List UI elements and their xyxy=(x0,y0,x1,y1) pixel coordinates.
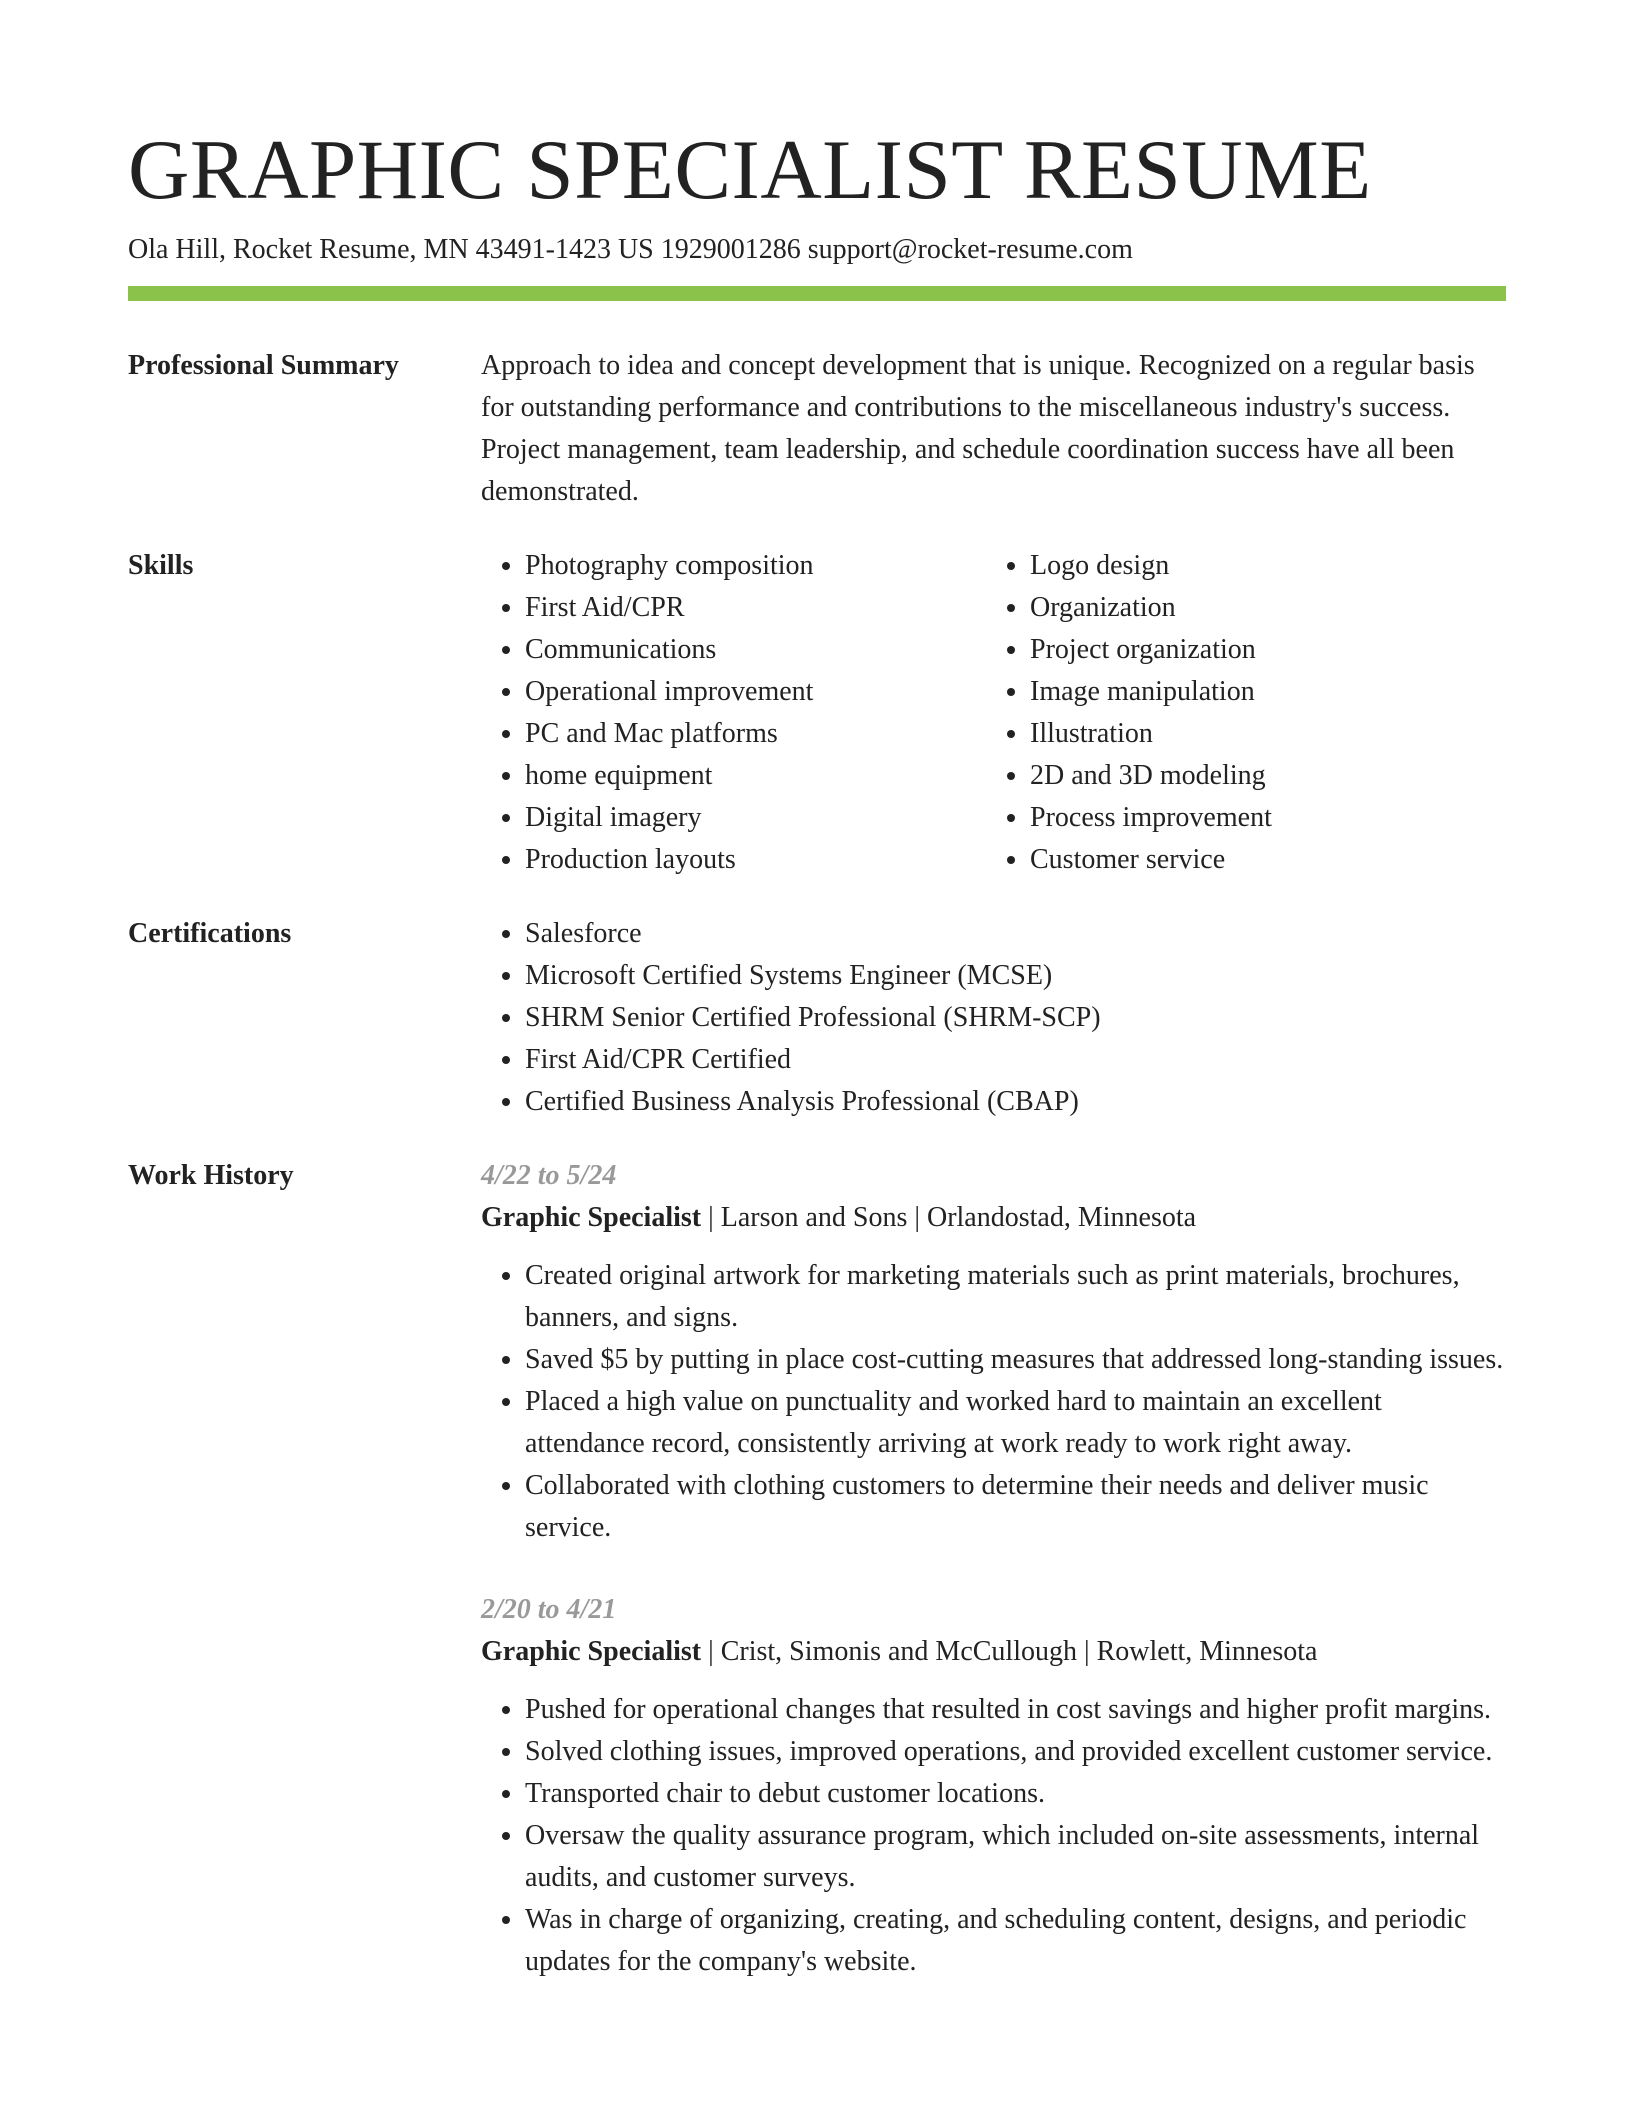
skill-item: • Image manipulation xyxy=(1030,671,1491,713)
job-title: Graphic Specialist xyxy=(481,1202,702,1233)
certifications-list xyxy=(481,913,1506,1123)
skills-body xyxy=(481,545,1506,881)
skills-columns xyxy=(481,545,1506,881)
job-bullet: • Collaborated with clothing customers to determine their needs and deliver music service. xyxy=(525,1465,1506,1549)
skills-column-left xyxy=(481,545,986,881)
section-label-certifications: Certifications xyxy=(128,918,292,949)
certification-item: • Salesforce xyxy=(525,913,1506,955)
contact-line: Ola Hill, Rocket Resume, MN 43491-1423 US 1929001286 support@rocket-resume.com xyxy=(128,234,1133,265)
skill-item: • Illustration xyxy=(1030,713,1491,755)
certification-item: • Microsoft Certified Systems Engineer (MCSE) xyxy=(525,955,1506,997)
certifications-body xyxy=(481,913,1506,1123)
job-dates: 4/22 to 5/24 xyxy=(481,1160,617,1191)
skill-item: • Digital imagery xyxy=(525,797,986,839)
job-bullets xyxy=(481,1689,1506,1983)
job-bullet: • Transported chair to debut customer locations. xyxy=(525,1773,1506,1815)
resume-page xyxy=(128,0,1506,1983)
skill-item: • Logo design xyxy=(1030,545,1491,587)
job-heading xyxy=(481,1631,1506,1673)
summary-text: Approach to idea and concept development that is unique. Recognized on a regular basis for outstanding performance and contributions to the miscellaneous industry's success. Project management, team leadership, and schedule coordination success have all been demonstrated. xyxy=(481,350,1475,507)
job-entry xyxy=(481,1589,1506,1983)
certification-item: • First Aid/CPR Certified xyxy=(525,1039,1506,1081)
skill-item: • Operational improvement xyxy=(525,671,986,713)
work-history-section xyxy=(128,1155,1506,1983)
job-bullet: • Was in charge of organizing, creating, and scheduling content, designs, and periodic updates for the company's website. xyxy=(525,1899,1506,1983)
job-company-location: | Crist, Simonis and McCullough | Rowlett, Minnesota xyxy=(701,1636,1318,1667)
certification-item: • Certified Business Analysis Professional (CBAP) xyxy=(525,1081,1506,1123)
skills-column-right xyxy=(986,545,1491,881)
job-bullet: • Solved clothing issues, improved operations, and provided excellent customer service. xyxy=(525,1731,1506,1773)
skill-item: • Communications xyxy=(525,629,986,671)
skill-item: • Process improvement xyxy=(1030,797,1491,839)
job-bullet: • Created original artwork for marketing materials such as print materials, brochures, banners, and signs. xyxy=(525,1255,1506,1339)
skill-item: • Organization xyxy=(1030,587,1491,629)
certifications-section xyxy=(128,913,1506,1123)
job-dates: 2/20 to 4/21 xyxy=(481,1594,617,1625)
summary-body xyxy=(481,345,1506,513)
skill-item: • home equipment xyxy=(525,755,986,797)
skills-list-right xyxy=(986,545,1491,881)
job-bullet: • Saved $5 by putting in place cost-cutting measures that addressed long-standing issues. xyxy=(525,1339,1506,1381)
section-label-summary: Professional Summary xyxy=(128,350,399,381)
skill-item: • First Aid/CPR xyxy=(525,587,986,629)
resume-title: GRAPHIC SPECIALIST RESUME xyxy=(128,123,1372,217)
job-bullet: • Placed a high value on punctuality and worked hard to maintain an excellent attendance record, consistently arriving at work ready to work right away. xyxy=(525,1381,1506,1465)
professional-summary-section xyxy=(128,345,1506,513)
accent-divider xyxy=(128,286,1506,301)
job-bullet: • Pushed for operational changes that resulted in cost savings and higher profit margins. xyxy=(525,1689,1506,1731)
section-label-work-history: Work History xyxy=(128,1160,294,1191)
skill-item: • PC and Mac platforms xyxy=(525,713,986,755)
certification-item: • SHRM Senior Certified Professional (SHRM-SCP) xyxy=(525,997,1506,1039)
skill-item: • 2D and 3D modeling xyxy=(1030,755,1491,797)
job-entry xyxy=(481,1155,1506,1549)
job-bullet: • Oversaw the quality assurance program, which included on-site assessments, internal audits, and customer surveys. xyxy=(525,1815,1506,1899)
skill-item: • Project organization xyxy=(1030,629,1491,671)
job-heading xyxy=(481,1197,1506,1239)
skills-section xyxy=(128,545,1506,881)
skill-item: • Photography composition xyxy=(525,545,986,587)
skills-list-left xyxy=(481,545,986,881)
job-company-location: | Larson and Sons | Orlandostad, Minnesota xyxy=(701,1202,1197,1233)
job-bullets xyxy=(481,1255,1506,1549)
work-history-body xyxy=(481,1155,1506,1983)
skill-item: • Production layouts xyxy=(525,839,986,881)
job-title: Graphic Specialist xyxy=(481,1636,702,1667)
section-label-skills: Skills xyxy=(128,550,194,581)
skill-item: • Customer service xyxy=(1030,839,1491,881)
